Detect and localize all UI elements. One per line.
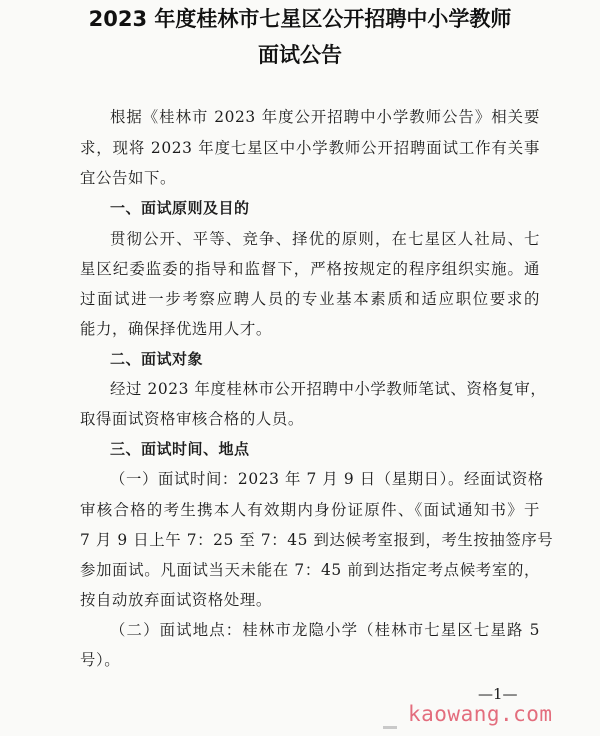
scan-mark bbox=[383, 726, 397, 729]
section-3-heading: 三、面试时间、地点 bbox=[110, 440, 250, 458]
section-2-line-1: 经过 2023 年度桂林市公开招聘中小学教师笔试、资格复审， bbox=[110, 380, 547, 398]
section-3-time-line-1: （一）面试时间：2023 年 7 月 9 日（星期日）。经面试资格 bbox=[110, 470, 544, 488]
section-3-time-line-4: 参加面试。凡面试当天未能在 7：45 前到达指定考点候考室的， bbox=[80, 561, 540, 579]
intro-line-1: 根据《桂林市 2023 年度公开招聘中小学教师公告》相关要 bbox=[110, 108, 540, 126]
section-3-time-line-3: 7 月 9 日上午 7：25 至 7：45 到达候考室报到，考生按抽签序号 bbox=[80, 531, 554, 549]
title-line-2: 面试公告 bbox=[258, 43, 342, 67]
section-1-line-2: 星区纪委监委的指导和监督下，严格按规定的程序组织实施。通 bbox=[80, 260, 540, 278]
section-3-place-line-2: 号）。 bbox=[80, 651, 121, 669]
section-3-time-line-2: 审核合格的考生携本人有效期内身份证原件、《面试通知书》于 bbox=[80, 501, 540, 519]
section-1-line-3: 过面试进一步考察应聘人员的专业基本素质和适应职位要求的 bbox=[80, 290, 540, 308]
intro-line-3: 宜公告如下。 bbox=[80, 169, 176, 187]
intro-line-2: 求，现将 2023 年度七星区中小学教师公开招聘面试工作有关事 bbox=[80, 139, 540, 157]
page-number: —1— bbox=[478, 685, 518, 703]
section-1-line-4: 能力，确保择优选用人才。 bbox=[80, 320, 272, 338]
section-1-line-1: 贯彻公开、平等、竞争、择优的原则，在七星区人社局、七 bbox=[110, 230, 540, 248]
section-1-heading: 一、面试原则及目的 bbox=[110, 199, 250, 217]
section-2-heading: 二、面试对象 bbox=[110, 350, 204, 368]
section-2-line-2: 取得面试资格审核合格的人员。 bbox=[80, 410, 304, 428]
section-3-time-line-5: 按自动放弃面试资格处理。 bbox=[80, 591, 272, 609]
section-3-place-line-1: （二）面试地点：桂林市龙隐小学（桂林市七星区七星路 5 bbox=[110, 621, 540, 639]
title-line-1: 2023 年度桂林市七星区公开招聘中小学教师 bbox=[88, 7, 512, 31]
watermark: kaowang.com bbox=[408, 702, 553, 726]
